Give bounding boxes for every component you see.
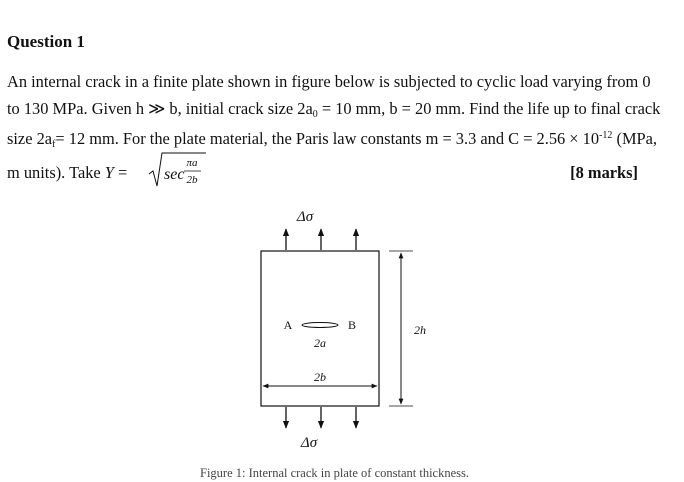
crack-tip-a: A xyxy=(283,318,293,332)
question-text-line-1: An internal crack in a finite plate shown in figure below is subjected to cyclic load varying from 0 xyxy=(7,72,651,91)
crack-tip-b: B xyxy=(347,318,357,332)
equals-sign: = xyxy=(113,163,128,182)
question-heading: Question 1 xyxy=(7,32,85,51)
internal-crack xyxy=(302,323,338,328)
geometry-factor-formula xyxy=(148,150,208,190)
figure-caption: Figure 1: Internal crack in plate of constant thickness. xyxy=(200,466,470,480)
line3-text-b: = 12 mm. For the plate material, the Paris law constants m = 3.3 and C = 2.56 × 10 xyxy=(55,129,600,148)
line4-text: m units). Take xyxy=(7,163,105,182)
plate-height-dimension xyxy=(389,251,413,406)
formula-numerator: πa xyxy=(186,157,198,169)
line2-text-end: = 10 mm, b = 20 mm. Find the life up to final crack xyxy=(317,99,661,118)
line3-text-c: (MPa, xyxy=(612,129,658,148)
final-subscript: f xyxy=(52,139,56,150)
line3-text-a: size 2a xyxy=(7,129,53,148)
question-text-line-3 xyxy=(7,126,675,155)
plate-width-label: 2b xyxy=(314,370,326,384)
crack-length-label: 2a xyxy=(314,336,326,350)
line2-text: to 130 MPa. Given h ≫ b, initial crack size 2a xyxy=(7,99,313,118)
top-load-arrows xyxy=(286,229,356,250)
plate-height-label: 2h xyxy=(414,323,426,337)
formula-sec: sec xyxy=(164,166,185,183)
exponent-superscript: -12 xyxy=(599,130,613,141)
marks-label: [8 marks] xyxy=(570,163,638,182)
load-label-top: Δσ xyxy=(296,209,314,225)
bottom-load-arrows xyxy=(286,407,356,428)
geometry-factor-symbol: Y xyxy=(104,163,114,182)
formula-denominator: 2b xyxy=(186,174,198,186)
question-text-line-2 xyxy=(7,99,675,125)
load-label-bottom: Δσ xyxy=(300,435,318,451)
plate-outline xyxy=(261,251,379,406)
initial-subscript: 0 xyxy=(312,109,318,120)
